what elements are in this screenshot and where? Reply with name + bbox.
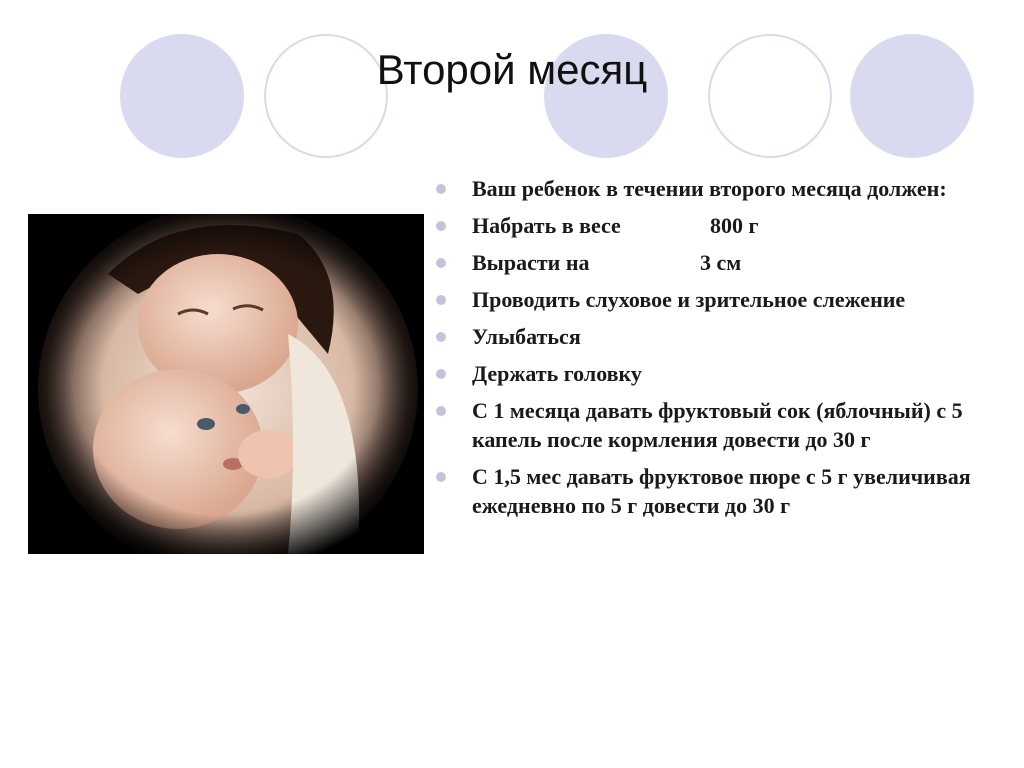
bullet-dot-icon xyxy=(436,184,446,194)
bullet-item-tracking xyxy=(436,285,976,314)
bullet-text: Улыбаться xyxy=(472,324,581,349)
bullet-dot-icon xyxy=(436,258,446,268)
bullet-value: 3 см xyxy=(700,250,742,275)
bullet-dot-icon xyxy=(436,472,446,482)
bullet-text: С 1 месяца давать фруктовый сок (яблочный) с 5 капель после кормления довести до 30 г xyxy=(472,398,963,452)
bullet-dot-icon xyxy=(436,332,446,342)
slide-title: Второй месяц xyxy=(376,46,648,93)
mother-baby-photo xyxy=(28,214,424,554)
bullet-dot-icon xyxy=(436,221,446,231)
mother-baby-illustration xyxy=(28,214,424,554)
bullet-item-juice xyxy=(436,396,976,454)
bullet-text: Держать головку xyxy=(472,361,642,386)
bullet-item-puree xyxy=(436,462,976,520)
bullet-list xyxy=(436,174,976,528)
bullet-dot-icon xyxy=(436,406,446,416)
bullet-item-head xyxy=(436,359,976,388)
bullet-item-smile xyxy=(436,322,976,351)
bullet-value: 800 г xyxy=(710,213,759,238)
bullet-label: Набрать в весе xyxy=(472,213,621,238)
bullet-text: С 1,5 мес давать фруктовое пюре с 5 г увеличивая ежедневно по 5 г довести до 30 г xyxy=(472,464,971,518)
bullet-label: Вырасти на xyxy=(472,250,590,275)
bullet-dot-icon xyxy=(436,369,446,379)
bullet-item-intro xyxy=(436,174,976,203)
bullet-item-height xyxy=(436,248,976,277)
bullet-text: Ваш ребенок в течении второго месяца должен: xyxy=(472,176,947,201)
bullet-dot-icon xyxy=(436,295,446,305)
bullet-item-weight xyxy=(436,211,976,240)
bullet-text: Проводить слуховое и зрительное слежение xyxy=(472,287,906,312)
